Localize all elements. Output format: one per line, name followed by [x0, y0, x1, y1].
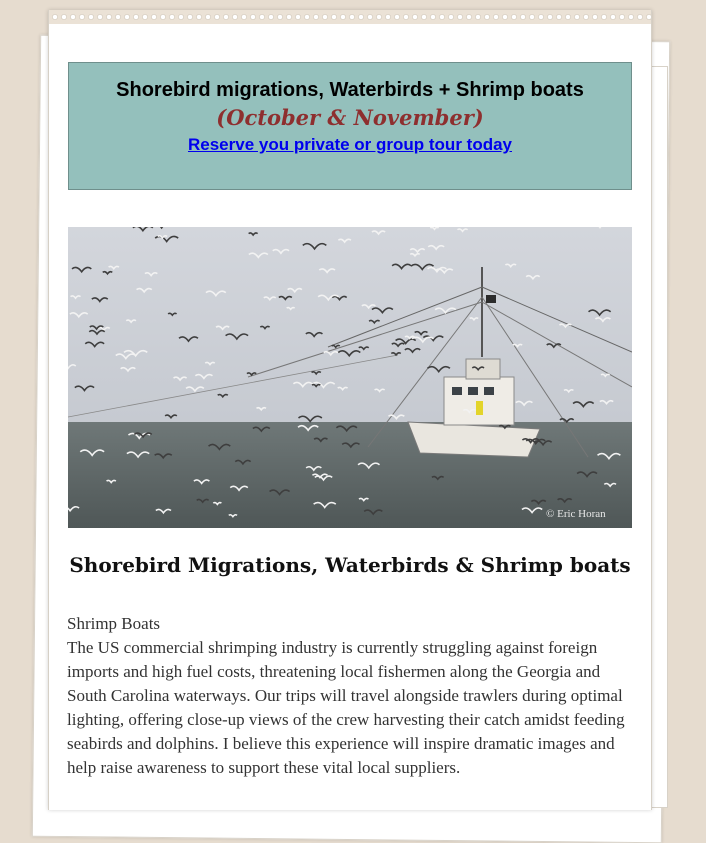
article-title: Shorebird Migrations, Waterbirds & Shrimp boats: [69, 553, 631, 577]
banner-title: Shorebird migrations, Waterbirds + Shrimp boats: [116, 79, 584, 101]
sky: [68, 227, 632, 422]
reserve-tour-link[interactable]: Reserve you private or group tour today: [187, 135, 512, 154]
article-paragraph: The US commercial shrimping industry is currently struggling against foreign imports and high fuel costs, threatening local fishermen along the Georgia and South Carolina waterways. Our trips will travel alongside trawlers during optimal lighting, offering close-up views of the crew harvesting their catch amidst feeding seabirds and dolphins. I believe this experience will inspire dramatic images and help raise awareness to support these vital local suppliers.: [67, 638, 625, 777]
torn-paper-edge: [49, 10, 651, 24]
banner-subtitle: (October & November): [216, 105, 484, 130]
promo-banner: [68, 62, 632, 190]
shrimp-boat-photo: [68, 227, 632, 528]
photo-credit: © Eric Horan: [546, 508, 606, 520]
article-body: [67, 612, 637, 780]
newsletter-page: [48, 10, 652, 810]
section-heading: Shrimp Boats: [67, 614, 161, 633]
